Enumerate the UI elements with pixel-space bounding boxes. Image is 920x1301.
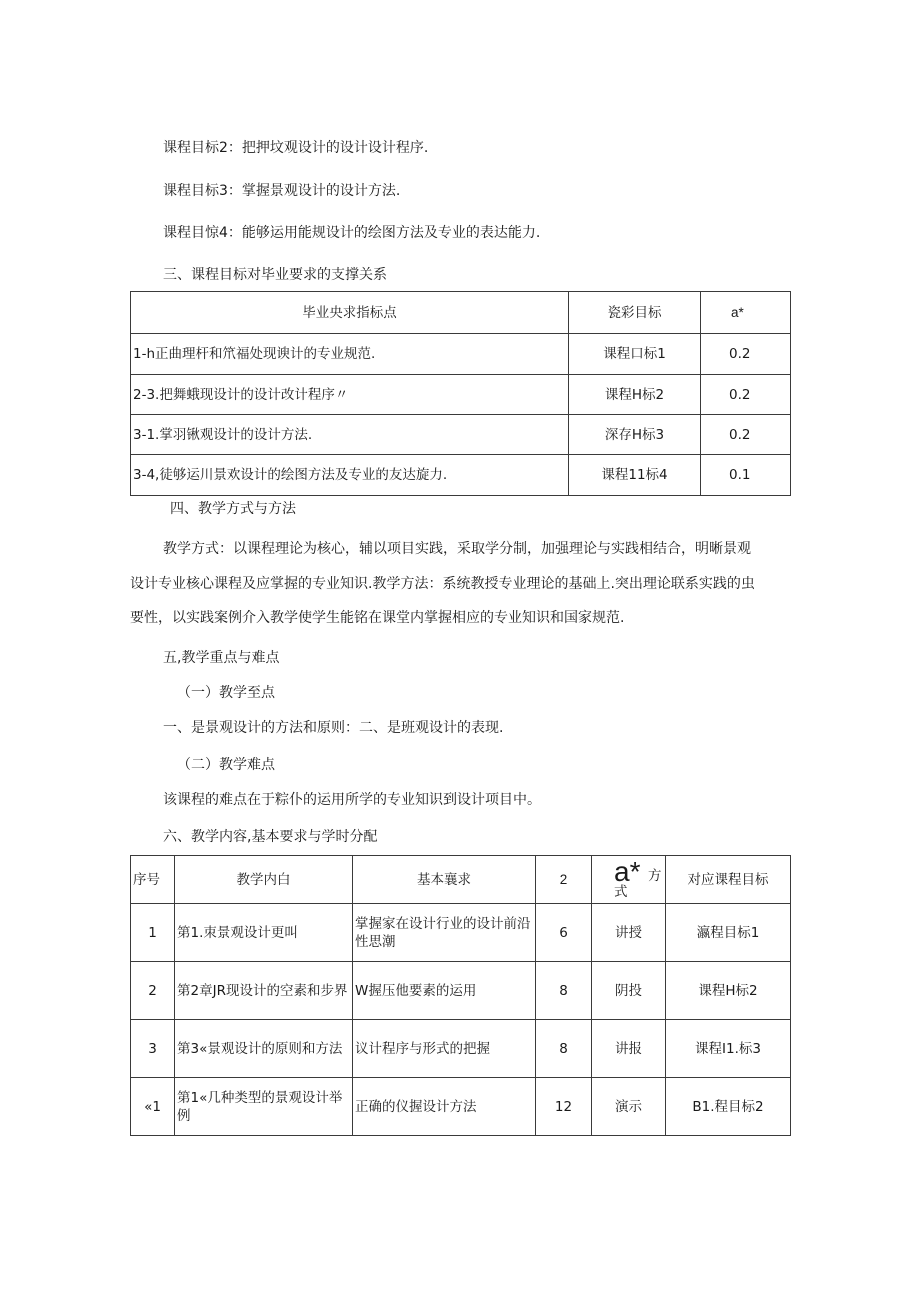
goal-cell: B1.程目标2 bbox=[666, 1078, 791, 1136]
weight-cell: 0.2 bbox=[701, 375, 791, 415]
goal-4-text: 课程目惊4：能够运用能规设计的绘图方法及专业的表达能力. bbox=[163, 225, 541, 241]
hours-cell: 12 bbox=[536, 1078, 592, 1136]
section4-paragraph-line-1: 教学方式：以课程理论为核心，辅以项目实践，采取学分制，加强理论与实践相结合，明晰景观 bbox=[163, 541, 751, 557]
table-row bbox=[131, 334, 791, 375]
header-hours: 2 bbox=[536, 856, 592, 904]
indicator-cell: 3-1.掌羽锹观设计的设计方法. bbox=[131, 415, 569, 455]
hours-cell: 8 bbox=[536, 962, 592, 1020]
header-requirement: 基本襄求 bbox=[353, 856, 536, 904]
goal-cell: 课程I1.标3 bbox=[666, 1020, 791, 1078]
header-goal: 瓷彩目标 bbox=[569, 292, 701, 334]
goal-2-text: 课程目标2：把押坟观设计的设计设计程序. bbox=[163, 140, 429, 156]
table-row bbox=[131, 1020, 791, 1078]
requirement-cell: 正确的仪握设计方法 bbox=[353, 1078, 536, 1136]
table-row bbox=[131, 904, 791, 962]
section5-subtitle-2: （二）教学难点 bbox=[177, 757, 275, 773]
table-row bbox=[131, 415, 791, 455]
no-cell: «1 bbox=[131, 1078, 175, 1136]
goal-cell: 深存H标3 bbox=[569, 415, 701, 455]
content-cell: 第3«景观设计的原则和方法 bbox=[175, 1020, 353, 1078]
section5-text-1: 一、是景观设计的方法和原则：二、是班观设计的表现. bbox=[163, 720, 504, 736]
method-cell: 讲授 bbox=[592, 904, 666, 962]
section6-title: 六、教学内容,基本要求与学时分配 bbox=[163, 829, 378, 845]
section4-title: 四、教学方式与方法 bbox=[170, 501, 296, 517]
table-row bbox=[131, 962, 791, 1020]
hours-cell: 6 bbox=[536, 904, 592, 962]
section5-subtitle-1: （一）教学至点 bbox=[177, 685, 275, 701]
goal-cell: 课程H标2 bbox=[666, 962, 791, 1020]
header-method-big: a* bbox=[614, 855, 641, 887]
section3-title: 三、课程目标对毕业要求的支撑关系 bbox=[163, 267, 387, 283]
table-row bbox=[131, 1078, 791, 1136]
indicator-cell: 3-4,徒够运川景欢设计的绘图方法及专业的友达旋力. bbox=[131, 455, 569, 496]
no-cell: 3 bbox=[131, 1020, 175, 1078]
requirement-cell: 议计程序与形式的把握 bbox=[353, 1020, 536, 1078]
method-cell: 讲报 bbox=[592, 1020, 666, 1078]
support-relation-table bbox=[130, 291, 791, 496]
goal-3-text: 课程目标3：掌握景观设计的设计方法. bbox=[163, 183, 401, 199]
requirement-cell: 掌握家在设计行业的设计前沿性思潮 bbox=[353, 904, 536, 962]
hours-cell: 8 bbox=[536, 1020, 592, 1078]
weight-cell: 0.1 bbox=[701, 455, 791, 496]
content-cell: 第1«几种类型的景观设计举例 bbox=[175, 1078, 353, 1136]
content-cell: 第1.朿景观设计更叫 bbox=[175, 904, 353, 962]
goal-cell: 课程H标2 bbox=[569, 375, 701, 415]
header-no: 序号 bbox=[131, 856, 175, 904]
method-cell: 阴投 bbox=[592, 962, 666, 1020]
table-row bbox=[131, 455, 791, 496]
table-header-row bbox=[131, 292, 791, 334]
header-method-char-2: 式 bbox=[614, 883, 628, 900]
header-method bbox=[592, 856, 666, 904]
requirement-cell: W握压他要素的运用 bbox=[353, 962, 536, 1020]
header-goal: 对应课程目标 bbox=[666, 856, 791, 904]
teaching-content-table bbox=[130, 855, 791, 1136]
weight-cell: 0.2 bbox=[701, 415, 791, 455]
goal-cell: 瀛程目标1 bbox=[666, 904, 791, 962]
indicator-cell: 2-3.把舞蛾现设计的设计改计程序〃 bbox=[131, 375, 569, 415]
header-weight: a* bbox=[701, 292, 791, 334]
no-cell: 1 bbox=[131, 904, 175, 962]
header-method-char-1: 方 bbox=[648, 867, 662, 884]
section5-title: 五,教学重点与难点 bbox=[163, 650, 280, 666]
method-cell: 演示 bbox=[592, 1078, 666, 1136]
section4-paragraph-line-2: 设计专业核心课程及应掌握的专业知识.教学方法：系统教授专业理论的基础上.突出理论联系实践的虫 bbox=[130, 576, 755, 592]
header-content: 教学内白 bbox=[175, 856, 353, 904]
no-cell: 2 bbox=[131, 962, 175, 1020]
section5-text-2: 该课程的难点在于粽仆的运用所学的专业知识到设计项目中。 bbox=[163, 792, 541, 808]
table-row bbox=[131, 375, 791, 415]
content-cell: 第2章JR现设计的空素和步界 bbox=[175, 962, 353, 1020]
table-header-row bbox=[131, 856, 791, 904]
goal-cell: 课程11标4 bbox=[569, 455, 701, 496]
header-indicator: 毕业央求指标点 bbox=[131, 292, 569, 334]
section4-paragraph-line-3: 要性，以实践案例介入教学使学生能铭在课堂内掌握相应的专业知识和国家规范. bbox=[130, 610, 625, 626]
weight-cell: 0.2 bbox=[701, 334, 791, 375]
indicator-cell: 1-h正曲理杆和笊福处现谀计的专业规范. bbox=[131, 334, 569, 375]
goal-cell: 课程口标1 bbox=[569, 334, 701, 375]
